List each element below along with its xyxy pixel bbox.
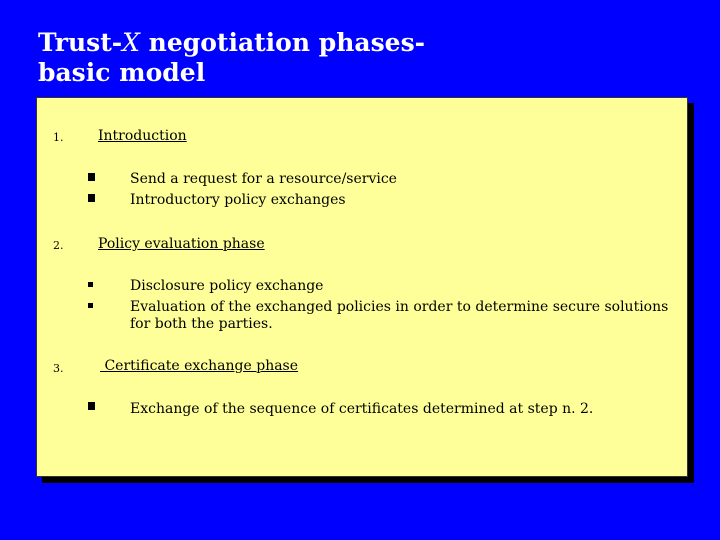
phase-2-item-2: Evaluation of the exchanged policies in order to determine secure solutions — [130, 299, 669, 315]
phase-3-item-1: Exchange of the sequence of certificates determined at step n. 2. — [130, 401, 594, 417]
title-rest: negotiation phases- — [139, 28, 426, 57]
phase-1-item-2: Introductory policy exchanges — [130, 192, 346, 208]
phase-1-number: 1. — [53, 131, 64, 144]
bullet-icon — [88, 282, 93, 287]
bullet-icon — [88, 173, 95, 181]
phase-2-item-1: Disclosure policy exchange — [130, 278, 324, 294]
title-prefix: Trust- — [38, 28, 123, 57]
phase-3-number: 3. — [53, 362, 64, 375]
title-x: X — [122, 28, 140, 57]
slide-title — [38, 28, 425, 88]
bullet-icon — [88, 303, 93, 308]
bullet-icon — [88, 194, 95, 202]
phase-2-heading: Policy evaluation phase — [98, 236, 265, 252]
title-line2: basic model — [38, 58, 206, 87]
phase-1-item-1: Send a request for a resource/service — [130, 171, 397, 187]
phase-2-item-2-cont: for both the parties. — [130, 316, 273, 332]
phase-2-number: 2. — [53, 239, 64, 252]
content-box — [36, 97, 688, 477]
phase-1-heading: Introduction — [98, 128, 187, 144]
phase-3-heading: Certificate exchange phase — [100, 358, 299, 374]
bullet-icon — [88, 402, 95, 410]
